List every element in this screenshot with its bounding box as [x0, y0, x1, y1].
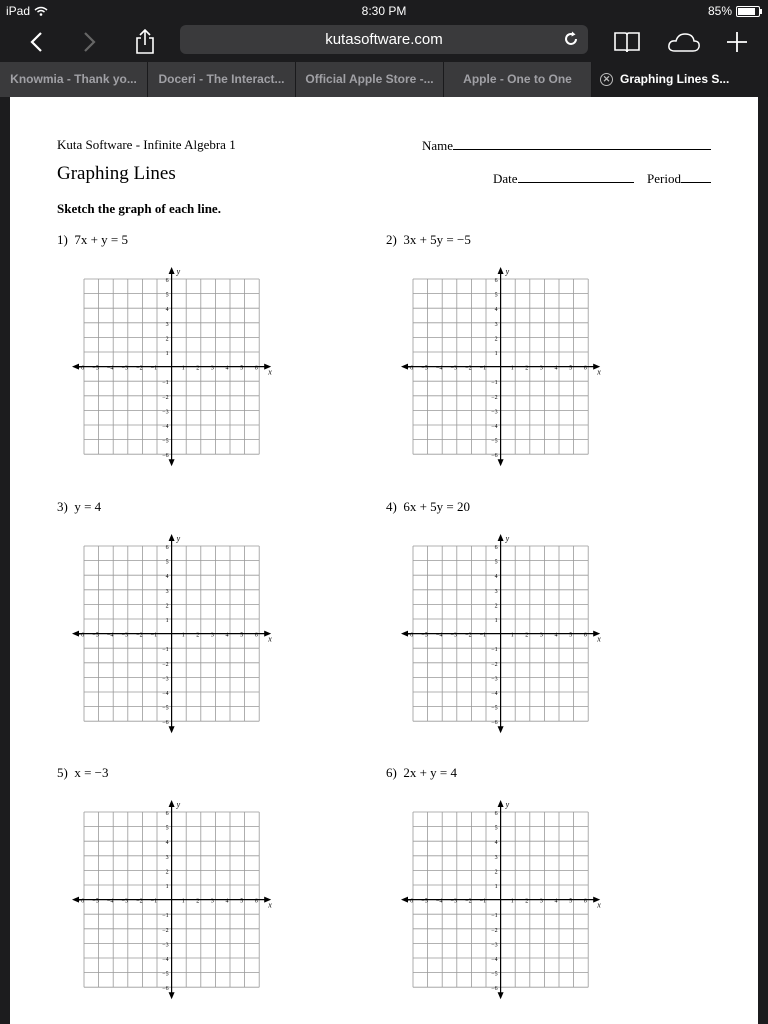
coordinate-grid-5[interactable] — [72, 800, 272, 995]
problem-2-equation: 3x + 5y = −5 — [403, 232, 471, 247]
x-tick-label: −3 — [450, 365, 457, 372]
y-axis-label: y — [505, 800, 510, 809]
y-axis-up-arrow-icon — [169, 800, 175, 807]
y-tick-label: 4 — [494, 307, 498, 314]
y-tick-label: 1 — [165, 884, 169, 890]
x-tick-label: 5 — [569, 365, 573, 372]
x-axis-label: x — [268, 367, 272, 377]
y-tick-label: 4 — [494, 840, 498, 847]
x-tick-label: −3 — [121, 365, 128, 372]
x-tick-label: −3 — [121, 898, 128, 905]
y-tick-label: −5 — [491, 438, 498, 445]
problem-6-equation: 2x + y = 4 — [403, 765, 458, 780]
y-axis-down-arrow-icon — [169, 726, 175, 733]
date-label: Date — [493, 171, 518, 186]
x-tick-label: 2 — [196, 632, 200, 639]
x-tick-label: −6 — [406, 365, 414, 372]
y-axis-up-arrow-icon — [169, 267, 175, 274]
y-tick-label: 5 — [165, 292, 169, 299]
share-icon[interactable] — [125, 22, 165, 62]
x-axis-label: x — [268, 634, 272, 644]
x-axis-label: x — [268, 900, 272, 910]
y-tick-label: 3 — [494, 588, 498, 595]
y-tick-label: 6 — [494, 545, 498, 551]
y-tick-label: −4 — [162, 691, 169, 697]
y-tick-label: 1 — [165, 618, 169, 624]
y-axis-label: y — [176, 267, 181, 276]
plus-icon[interactable] — [717, 22, 757, 62]
battery-icon — [736, 6, 760, 17]
x-tick-label: 6 — [254, 632, 258, 639]
y-tick-label: 5 — [165, 559, 169, 566]
icloud-tabs-icon[interactable] — [664, 22, 704, 62]
problem-1-label: 1) 7x + y = 5 — [57, 232, 129, 247]
y-axis-up-arrow-icon — [498, 534, 504, 541]
y-tick-label: −3 — [162, 676, 169, 683]
y-tick-label: −2 — [162, 394, 169, 401]
instructions: Sketch the graph of each line. — [57, 201, 221, 216]
x-tick-label: −1 — [150, 898, 158, 905]
y-tick-label: −6 — [491, 720, 498, 727]
y-tick-label: −1 — [162, 647, 169, 654]
y-tick-label: −6 — [162, 720, 169, 727]
y-tick-label: −1 — [491, 380, 498, 387]
x-tick-label: −1 — [150, 632, 158, 639]
period-blank — [681, 170, 711, 183]
tab-graphing-lines[interactable] — [592, 62, 768, 97]
x-axis-label: x — [597, 900, 601, 910]
x-tick-label: −3 — [450, 632, 457, 639]
y-tick-label: −3 — [162, 409, 169, 416]
reload-icon[interactable] — [562, 30, 580, 48]
period-field — [647, 170, 711, 187]
tab-doceri[interactable]: Doceri - The Interact... — [148, 62, 296, 97]
y-tick-label: −1 — [162, 913, 169, 920]
x-tick-label: 1 — [181, 365, 185, 372]
tab-apple-store[interactable]: Official Apple Store -... — [296, 62, 444, 97]
x-tick-label: −4 — [107, 898, 114, 905]
coordinate-grid-1[interactable] — [72, 267, 272, 462]
y-tick-label: −1 — [491, 913, 498, 920]
x-tick-label: 3 — [539, 632, 543, 639]
y-axis-up-arrow-icon — [498, 267, 504, 274]
x-tick-label: −3 — [450, 898, 457, 905]
tab-apple-one-to-one[interactable]: Apple - One to One — [444, 62, 592, 97]
x-tick-label: −1 — [150, 365, 158, 372]
y-tick-label: 4 — [165, 840, 169, 847]
y-tick-label: 3 — [165, 588, 169, 595]
date-blank — [518, 170, 634, 183]
x-tick-label: 4 — [225, 365, 229, 372]
tab-knowmia[interactable]: Knowmia - Thank yo... — [0, 62, 148, 97]
y-tick-label: −6 — [162, 453, 169, 460]
y-axis-up-arrow-icon — [498, 800, 504, 807]
y-tick-label: 5 — [494, 825, 498, 832]
x-tick-label: −2 — [136, 632, 143, 639]
y-tick-label: 3 — [165, 854, 169, 861]
x-tick-label: −5 — [421, 632, 428, 639]
y-tick-label: −3 — [491, 409, 498, 416]
y-tick-label: −4 — [491, 691, 498, 697]
y-tick-label: −6 — [162, 986, 169, 993]
x-tick-label: −1 — [479, 632, 487, 639]
y-tick-label: −2 — [162, 661, 169, 668]
x-tick-label: 6 — [583, 632, 587, 639]
y-tick-label: −2 — [491, 661, 498, 668]
x-tick-label: 3 — [210, 365, 214, 372]
y-tick-label: 2 — [494, 603, 498, 610]
page-title: Graphing Lines — [57, 163, 176, 184]
forward-chevron-icon[interactable] — [70, 22, 110, 62]
x-tick-label: −4 — [436, 365, 443, 372]
x-tick-label: 3 — [539, 898, 543, 905]
url-text: kutasoftware.com — [325, 31, 443, 48]
x-tick-label: 5 — [240, 365, 244, 372]
x-tick-label: −2 — [465, 898, 472, 905]
y-tick-label: −4 — [162, 957, 169, 963]
x-tick-label: −5 — [92, 632, 99, 639]
y-tick-label: −1 — [162, 380, 169, 387]
y-tick-label: 5 — [494, 559, 498, 566]
clock: 8:30 PM — [361, 4, 407, 18]
tab-bar — [0, 62, 768, 97]
y-tick-label: −5 — [491, 705, 498, 712]
problem-4-label: 4) 6x + 5y = 20 — [386, 499, 471, 514]
y-axis-down-arrow-icon — [169, 459, 175, 466]
x-tick-label: −4 — [107, 365, 114, 372]
x-tick-label: −3 — [121, 632, 128, 639]
y-tick-label: 3 — [494, 321, 498, 328]
status-bar — [0, 0, 768, 22]
device-label: iPad — [6, 4, 31, 18]
y-tick-label: −4 — [491, 424, 498, 430]
y-tick-label: −4 — [162, 424, 169, 430]
x-tick-label: 1 — [510, 898, 514, 905]
y-tick-label: −6 — [491, 453, 498, 460]
y-tick-label: −2 — [491, 394, 498, 401]
x-tick-label: 1 — [181, 632, 185, 639]
x-tick-label: 4 — [225, 632, 229, 639]
y-axis-down-arrow-icon — [169, 992, 175, 999]
x-tick-label: 2 — [196, 365, 200, 372]
x-tick-label: 4 — [554, 632, 558, 639]
x-tick-label: −5 — [92, 365, 99, 372]
date-field — [493, 170, 634, 187]
y-tick-label: 6 — [165, 278, 169, 284]
x-tick-label: −2 — [136, 898, 143, 905]
address-bar[interactable] — [180, 25, 588, 54]
y-tick-label: 2 — [165, 336, 169, 343]
x-tick-label: 4 — [554, 898, 558, 905]
y-tick-label: 4 — [494, 574, 498, 581]
problem-6-label: 6) 2x + y = 4 — [386, 765, 458, 780]
y-tick-label: −5 — [162, 438, 169, 445]
x-tick-label: −2 — [465, 365, 472, 372]
y-tick-label: 5 — [165, 825, 169, 832]
y-tick-label: −1 — [491, 647, 498, 654]
y-tick-label: −5 — [162, 971, 169, 978]
coordinate-grid-6[interactable] — [401, 800, 601, 995]
y-tick-label: −5 — [491, 971, 498, 978]
problem-3-label: 3) y = 4 — [57, 499, 102, 514]
problem-5-label: 5) x = −3 — [57, 765, 109, 780]
y-tick-label: 1 — [494, 618, 498, 624]
y-tick-label: 4 — [165, 574, 169, 581]
coordinate-grid-4[interactable] — [401, 534, 601, 729]
y-tick-label: −5 — [162, 705, 169, 712]
y-tick-label: −2 — [162, 927, 169, 934]
y-tick-label: 3 — [494, 854, 498, 861]
y-tick-label: 6 — [494, 811, 498, 817]
y-axis-label: y — [505, 534, 510, 543]
x-tick-label: 5 — [240, 898, 244, 905]
x-tick-label: −6 — [77, 898, 85, 905]
x-tick-label: −6 — [406, 898, 414, 905]
x-tick-label: −4 — [107, 632, 114, 639]
x-tick-label: −5 — [421, 365, 428, 372]
problem-2-label: 2) 3x + 5y = −5 — [386, 232, 471, 247]
x-tick-label: −6 — [406, 632, 414, 639]
x-axis-label: x — [597, 367, 601, 377]
y-tick-label: 5 — [494, 292, 498, 299]
y-tick-label: −4 — [491, 957, 498, 963]
x-tick-label: 1 — [510, 365, 514, 372]
y-axis-down-arrow-icon — [498, 726, 504, 733]
y-tick-label: 6 — [165, 545, 169, 551]
y-tick-label: −3 — [491, 942, 498, 949]
close-tab-icon[interactable]: ✕ — [600, 73, 613, 86]
y-axis-down-arrow-icon — [498, 459, 504, 466]
y-tick-label: 2 — [165, 603, 169, 610]
x-tick-label: 4 — [554, 365, 558, 372]
y-tick-label: −2 — [491, 927, 498, 934]
y-tick-label: 3 — [165, 321, 169, 328]
name-blank — [453, 137, 711, 150]
y-tick-label: 6 — [165, 811, 169, 817]
x-tick-label: 3 — [210, 632, 214, 639]
back-chevron-icon[interactable] — [16, 22, 56, 62]
y-axis-up-arrow-icon — [169, 534, 175, 541]
problem-5-equation: x = −3 — [74, 765, 109, 780]
x-tick-label: 6 — [254, 365, 258, 372]
x-tick-label: −2 — [136, 365, 143, 372]
y-tick-label: 4 — [165, 307, 169, 314]
x-tick-label: 5 — [569, 632, 573, 639]
x-tick-label: −4 — [436, 898, 443, 905]
x-tick-label: 3 — [210, 898, 214, 905]
tab-graphing-lines-label: Graphing Lines S... — [620, 72, 730, 86]
x-tick-label: 1 — [181, 898, 185, 905]
x-tick-label: 1 — [510, 632, 514, 639]
battery-percent: 85% — [707, 4, 732, 18]
coordinate-grid-3[interactable] — [72, 534, 272, 729]
x-tick-label: −5 — [92, 898, 99, 905]
y-axis-label: y — [176, 800, 181, 809]
name-field — [422, 137, 711, 154]
y-tick-label: 1 — [165, 351, 169, 357]
x-tick-label: 5 — [240, 632, 244, 639]
x-tick-label: −2 — [465, 632, 472, 639]
x-tick-label: 5 — [569, 898, 573, 905]
y-tick-label: 2 — [165, 869, 169, 876]
y-tick-label: 1 — [494, 351, 498, 357]
x-tick-label: −5 — [421, 898, 428, 905]
worksheet-page[interactable] — [10, 97, 758, 1024]
coordinate-grid-2[interactable] — [401, 267, 601, 462]
x-tick-label: 6 — [583, 365, 587, 372]
period-label: Period — [647, 171, 681, 186]
y-axis-label: y — [176, 534, 181, 543]
x-tick-label: −6 — [77, 632, 85, 639]
x-tick-label: 2 — [196, 898, 200, 905]
x-tick-label: −4 — [436, 632, 443, 639]
browser-toolbar — [0, 22, 768, 62]
problem-4-equation: 6x + 5y = 20 — [403, 499, 471, 514]
y-tick-label: −3 — [491, 676, 498, 683]
x-tick-label: −1 — [479, 365, 487, 372]
name-label: Name — [422, 138, 454, 153]
x-tick-label: 2 — [525, 632, 529, 639]
y-tick-label: −6 — [491, 986, 498, 993]
publisher-line: Kuta Software - Infinite Algebra 1 — [57, 137, 236, 152]
problem-1-equation: 7x + y = 5 — [74, 232, 129, 247]
y-tick-label: 2 — [494, 869, 498, 876]
x-tick-label: −6 — [77, 365, 85, 372]
y-axis-down-arrow-icon — [498, 992, 504, 999]
x-tick-label: 6 — [254, 898, 258, 905]
x-tick-label: 2 — [525, 898, 529, 905]
y-tick-label: −3 — [162, 942, 169, 949]
x-tick-label: 4 — [225, 898, 229, 905]
y-axis-label: y — [505, 267, 510, 276]
problem-3-equation: y = 4 — [74, 499, 102, 514]
x-tick-label: 3 — [539, 365, 543, 372]
y-tick-label: 6 — [494, 278, 498, 284]
x-tick-label: 2 — [525, 365, 529, 372]
bookmarks-icon[interactable] — [607, 22, 647, 62]
x-tick-label: 6 — [583, 898, 587, 905]
y-tick-label: 1 — [494, 884, 498, 890]
x-axis-label: x — [597, 634, 601, 644]
y-tick-label: 2 — [494, 336, 498, 343]
x-tick-label: −1 — [479, 898, 487, 905]
